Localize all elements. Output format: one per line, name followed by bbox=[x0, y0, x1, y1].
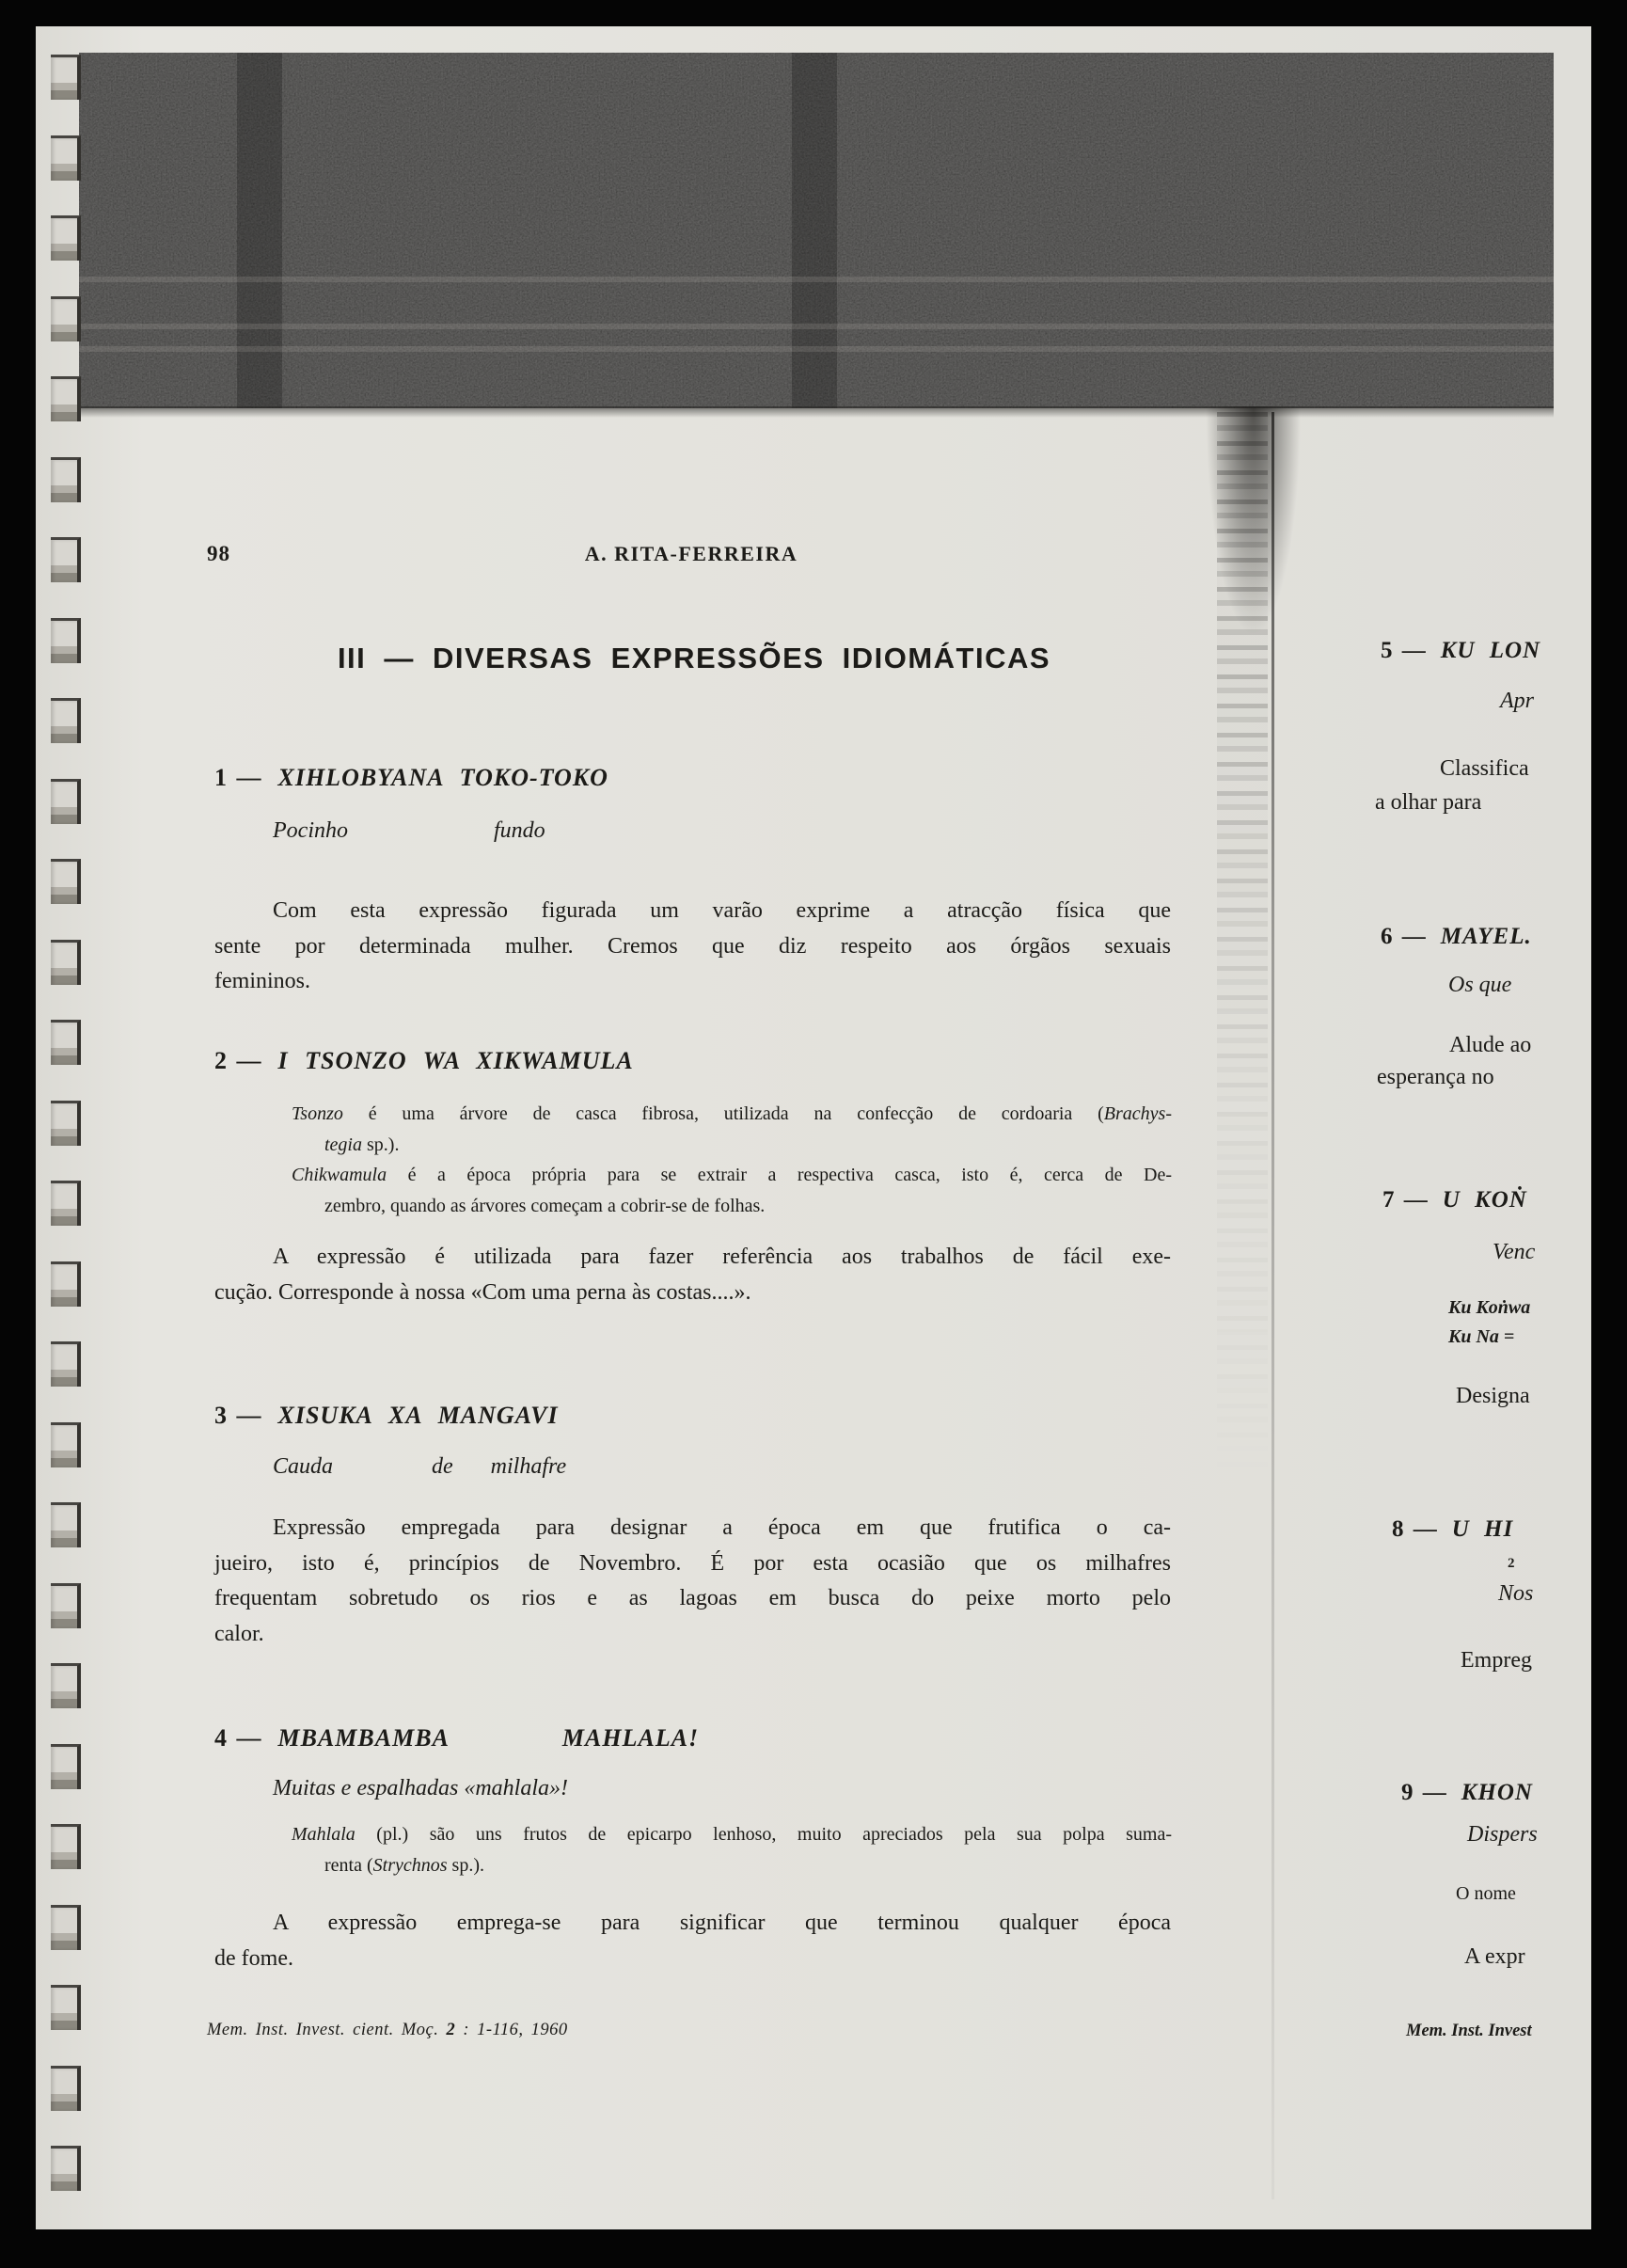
paragraph-line: sente por determinada mulher. Cremos que diz respeito aos órgãos sexuais bbox=[214, 933, 1171, 959]
gutter-fold-line bbox=[1272, 412, 1274, 2199]
section-phrase: KHON bbox=[1461, 1780, 1533, 1805]
right-fragment: O nome bbox=[1456, 1883, 1516, 1904]
footer-pages-year: : 1-116, 1960 bbox=[455, 2021, 568, 2039]
right-fragment: Dispers bbox=[1467, 1822, 1538, 1847]
right-section-6-heading bbox=[1381, 924, 1532, 950]
binding-hole bbox=[51, 1744, 81, 1789]
binding-hole bbox=[51, 1422, 81, 1467]
binding-hole bbox=[51, 215, 81, 261]
section-1-paragraph bbox=[214, 894, 1171, 1000]
section-1-heading bbox=[214, 764, 608, 792]
binding-hole bbox=[51, 940, 81, 985]
binding-hole bbox=[51, 2146, 81, 2191]
band-light-streak bbox=[79, 324, 1554, 329]
band-fade-edge bbox=[79, 406, 1554, 418]
binding-hole bbox=[51, 1905, 81, 1950]
section-number: 6 — bbox=[1381, 924, 1428, 949]
binding-hole bbox=[51, 1101, 81, 1146]
section-number: 9 — bbox=[1401, 1780, 1448, 1805]
binding-hole bbox=[51, 859, 81, 904]
section-phrase: U HI bbox=[1451, 1516, 1514, 1542]
binding-hole bbox=[51, 1020, 81, 1065]
right-fragment: Venc bbox=[1493, 1240, 1536, 1264]
band-dark-strip bbox=[237, 53, 282, 408]
binding-hole bbox=[51, 1261, 81, 1307]
binding-hole bbox=[51, 779, 81, 824]
section-3-gloss bbox=[273, 1454, 566, 1480]
section-phrase: U KOṄ bbox=[1442, 1187, 1527, 1213]
species-term: Tsonzo bbox=[292, 1103, 343, 1124]
note-line bbox=[292, 1850, 1172, 1881]
scan-dark-band bbox=[79, 53, 1554, 408]
species-term: tegia bbox=[324, 1134, 362, 1155]
binding-hole bbox=[51, 376, 81, 421]
section-3-paragraph bbox=[214, 1511, 1171, 1652]
binding-hole bbox=[51, 537, 81, 582]
right-fragment: Ku Na = bbox=[1448, 1326, 1515, 1347]
section-1-phrase: XIHLOBYANA TOKO-TOKO bbox=[277, 764, 608, 791]
binding-hole bbox=[51, 1663, 81, 1708]
section-2-note bbox=[292, 1099, 1172, 1221]
paragraph-line: femininos. bbox=[214, 969, 310, 993]
right-section-9-heading bbox=[1401, 1780, 1533, 1806]
note-text: (pl.) são uns frutos de epicarpo lenhoso, muito apreciados pela sua polpa suma- bbox=[355, 1824, 1172, 1845]
right-fragment: Ku Koṅwa bbox=[1448, 1297, 1531, 1318]
gloss-word: Pocinho bbox=[273, 818, 348, 843]
section-2-number: 2 — bbox=[214, 1047, 263, 1074]
section-1-number: 1 — bbox=[214, 764, 263, 791]
right-fragment: Alude ao bbox=[1449, 1033, 1532, 1057]
chapter-title: III — DIVERSAS EXPRESSÕES IDIOMÁTICAS bbox=[337, 642, 1051, 674]
right-fragment: Apr bbox=[1500, 689, 1534, 713]
right-fragment: Os que bbox=[1448, 973, 1512, 997]
right-section-8-heading bbox=[1392, 1516, 1513, 1543]
section-number: 8 — bbox=[1392, 1516, 1439, 1542]
paragraph-line: cução. Corresponde à nossa «Com uma perna às costas....». bbox=[214, 1279, 751, 1305]
right-fragment: esperança no bbox=[1377, 1065, 1494, 1089]
section-2-paragraph bbox=[214, 1240, 1171, 1310]
band-dark-strip bbox=[792, 53, 837, 408]
right-fragment: Designa bbox=[1456, 1384, 1530, 1408]
gloss-word: Cauda bbox=[273, 1454, 334, 1479]
binding-hole bbox=[51, 1985, 81, 2030]
footer-citation: Mem. Inst. Invest. cient. Moç. bbox=[207, 2021, 447, 2039]
note-text: sp.). bbox=[447, 1854, 484, 1876]
gloss-word: de bbox=[432, 1454, 453, 1479]
binding-hole bbox=[51, 1181, 81, 1226]
section-1-gloss bbox=[273, 818, 545, 844]
note-text: renta ( bbox=[324, 1854, 373, 1876]
right-fragment: Empreg bbox=[1461, 1648, 1532, 1673]
section-4-number: 4 — bbox=[214, 1724, 263, 1752]
paragraph-line: A expressão é utilizada para fazer referência aos trabalhos de fácil exe- bbox=[273, 1245, 1171, 1269]
band-light-streak bbox=[79, 346, 1554, 352]
right-fragment: Nos bbox=[1498, 1581, 1534, 1606]
species-term: Chikwamula bbox=[292, 1165, 387, 1185]
section-3-heading bbox=[214, 1402, 559, 1430]
species-term: Brachys- bbox=[1103, 1103, 1172, 1124]
paragraph-line: de fome. bbox=[214, 1945, 293, 1971]
species-term: Mahlala bbox=[292, 1824, 355, 1845]
binding-hole bbox=[51, 2066, 81, 2111]
note-line bbox=[292, 1130, 1172, 1161]
page-number: 98 bbox=[207, 542, 230, 565]
right-fragment: 2 bbox=[1508, 1556, 1515, 1571]
gutter-smudge-texture bbox=[1217, 412, 1268, 1494]
note-text: é a época própria para se extrair a respectiva casca, isto é, cerca de De- bbox=[387, 1165, 1172, 1185]
note-text: é uma árvore de casca fibrosa, utilizada na confecção de cordoaria ( bbox=[342, 1103, 1104, 1124]
running-head: A. RITA-FERREIRA bbox=[584, 542, 798, 565]
section-2-heading bbox=[214, 1047, 634, 1075]
binding-hole bbox=[51, 618, 81, 663]
section-3-number: 3 — bbox=[214, 1402, 263, 1429]
paragraph-line: frequentam sobretudo os rios e as lagoas em busca do peixe morto pelo bbox=[214, 1586, 1171, 1610]
note-text: sp.). bbox=[362, 1134, 400, 1155]
section-2-phrase: I TSONZO WA XIKWAMULA bbox=[277, 1047, 634, 1074]
section-phrase: MAYEL. bbox=[1440, 924, 1532, 949]
paragraph-line: Expressão empregada para designar a época em que frutifica o ca- bbox=[273, 1515, 1171, 1540]
section-number: 7 — bbox=[1382, 1187, 1430, 1213]
binding-hole bbox=[51, 135, 81, 181]
scan-frame-right bbox=[1591, 0, 1627, 2268]
section-4-phrase-exclaim: MAHLALA! bbox=[561, 1724, 700, 1752]
binding-hole bbox=[51, 457, 81, 502]
right-fragment: A expr bbox=[1464, 1944, 1525, 1969]
paragraph-line: Com esta expressão figurada um varão exprime a atracção física que bbox=[273, 898, 1171, 923]
section-4-gloss: Muitas e espalhadas «mahlala»! bbox=[273, 1776, 568, 1800]
right-fragment: a olhar para bbox=[1375, 790, 1482, 815]
footer-volume: 2 bbox=[446, 2021, 456, 2039]
binding-hole bbox=[51, 296, 81, 341]
right-journal-footer: Mem. Inst. Invest bbox=[1406, 2022, 1532, 2040]
section-number: 5 — bbox=[1381, 638, 1428, 663]
section-4-heading bbox=[214, 1724, 699, 1753]
section-phrase: KU LON bbox=[1440, 638, 1541, 663]
note-line bbox=[292, 1819, 1172, 1850]
binding-hole bbox=[51, 55, 81, 100]
right-section-7-heading bbox=[1382, 1187, 1527, 1213]
paragraph-line: jueiro, isto é, princípios de Novembro. É por esta ocasião que os milhafres bbox=[214, 1550, 1171, 1576]
binding-hole bbox=[51, 698, 81, 743]
note-line: zembro, quando as árvores começam a cobrir-se de folhas. bbox=[324, 1195, 766, 1216]
journal-footer bbox=[207, 2021, 568, 2040]
binding-holes bbox=[51, 55, 81, 2224]
species-term: Strychnos bbox=[372, 1854, 448, 1876]
binding-hole bbox=[51, 1341, 81, 1387]
section-3-phrase: XISUKA XA MANGAVI bbox=[277, 1402, 559, 1429]
scan-frame-top bbox=[0, 0, 1627, 26]
section-4-note bbox=[292, 1819, 1172, 1880]
gloss-word: milhafre bbox=[490, 1454, 567, 1479]
paragraph-line: A expressão emprega-se para significar que terminou qualquer época bbox=[273, 1911, 1171, 1935]
gloss-word: fundo bbox=[493, 818, 545, 843]
scan-frame-left bbox=[0, 0, 36, 2268]
binding-hole bbox=[51, 1502, 81, 1547]
paragraph-line: calor. bbox=[214, 1621, 264, 1646]
note-line bbox=[292, 1099, 1172, 1130]
right-fragment: Classifica bbox=[1440, 756, 1529, 781]
section-4-phrase: MBAMBAMBA bbox=[277, 1724, 450, 1752]
note-line bbox=[292, 1160, 1172, 1191]
band-light-streak bbox=[79, 277, 1554, 282]
section-4-paragraph bbox=[214, 1906, 1171, 1976]
scan-frame-bottom bbox=[0, 2229, 1627, 2268]
binding-hole bbox=[51, 1583, 81, 1628]
right-section-5-heading bbox=[1381, 638, 1540, 664]
binding-hole bbox=[51, 1824, 81, 1869]
